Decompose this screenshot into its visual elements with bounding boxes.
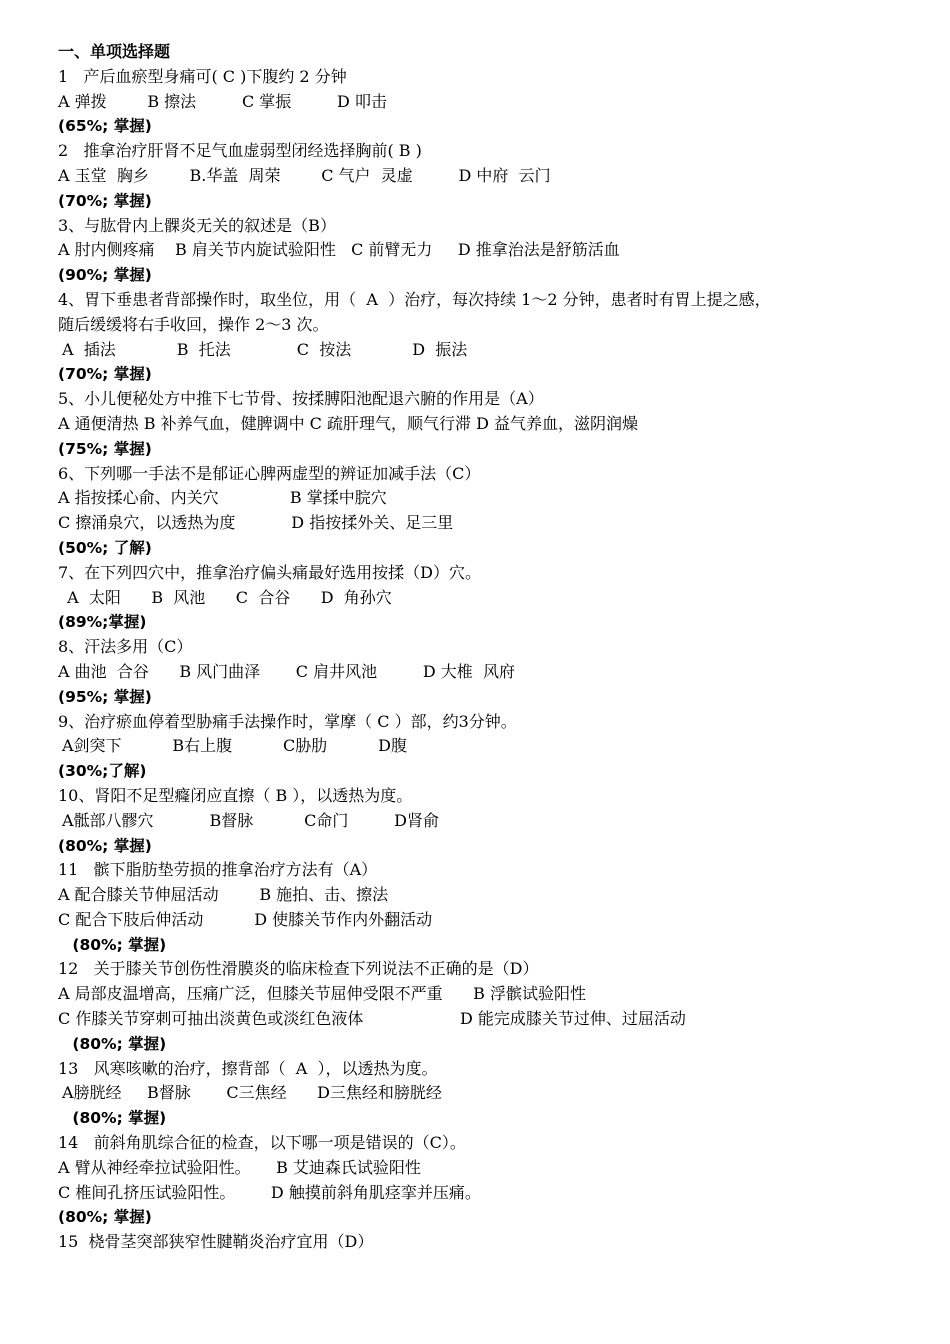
question-line: 2 推拿治疗肝肾不足气血虚弱型闭经选择胸前( B ) (58, 141, 422, 161)
options-line: C 椎间孔挤压试验阳性。 D 触摸前斜角肌痉挛并压痛。 (58, 1182, 481, 1202)
options-line: A 弹拨 B 擦法 C 掌振 D 叩击 (58, 91, 387, 111)
mastery-note: (80%; 掌握) (67, 935, 167, 954)
options-line: A 通便清热 B 补养气血，健脾调中 C 疏肝理气，顺气行滞 D 益气养血，滋阴润燥 (58, 413, 638, 433)
options-line: A 配合膝关节伸屈活动 B 施拍、击、擦法 (58, 885, 389, 905)
question-line: 15 桡骨茎突部狭窄性腱鞘炎治疗宜用（D） (58, 1232, 374, 1252)
question-list (58, 65, 918, 1255)
options-line: A 指按揉心俞、内关穴 B 掌揉中脘穴 (58, 488, 387, 508)
options-line: C 配合下肢后伸活动 D 使膝关节作内外翻活动 (58, 909, 433, 929)
question-line: 3、与肱骨内上髁炎无关的叙述是（B） (58, 215, 336, 235)
question-line: 14 前斜角肌综合征的检查，以下哪一项是错误的（C）。 (58, 1133, 466, 1153)
section-title: 一、单项选择题 (58, 42, 171, 61)
mastery-note: (65%; 掌握) (58, 117, 152, 136)
mastery-note: (90%; 掌握) (58, 266, 152, 285)
question-line: 5、小儿便秘处方中推下七节骨、按揉膊阳池配退六腑的作用是（A） (58, 389, 544, 409)
options-line: A膀胱经 B督脉 C三焦经 D三焦经和膀胱经 (62, 1083, 442, 1103)
options-line: A 玉堂 胸乡 B.华盖 周荣 C 气户 灵虚 D 中府 云门 (58, 165, 551, 185)
mastery-note: (95%; 掌握) (58, 687, 152, 706)
options-line: C 作膝关节穿刺可抽出淡黄色或淡红色液体 D 能完成膝关节过伸、过屈活动 (58, 1009, 686, 1029)
document-page (58, 40, 918, 1255)
options-line: A 局部皮温增高，压痛广泛，但膝关节屈伸受限不严重 B 浮髌试验阳性 (58, 984, 587, 1004)
mastery-note: (80%; 掌握) (67, 1034, 167, 1053)
options-line: A 臂从神经牵拉试验阳性。 B 艾迪森氏试验阳性 (58, 1157, 421, 1177)
question-line: 7、在下列四穴中，推拿治疗偏头痛最好选用按揉（D）穴。 (58, 562, 482, 582)
question-line: 9、治疗瘀血停着型胁痛手法操作时，掌摩（ C ）部，约3分钟。 (58, 711, 517, 731)
mastery-note: (70%; 掌握) (58, 191, 152, 210)
options-line: A 插法 B 托法 C 按法 D 振法 (62, 339, 468, 359)
question-line: 12 关于膝关节创伤性滑膜炎的临床检查下列说法不正确的是（D） (58, 959, 539, 979)
options-line: A骶部八髎穴 B督脉 C命门 D肾俞 (62, 810, 439, 830)
question-line: 11 髌下脂肪垫劳损的推拿治疗方法有（A） (58, 860, 378, 880)
options-line: A 曲池 合谷 B 风门曲泽 C 肩井风池 D 大椎 风府 (58, 661, 515, 681)
mastery-note: (89%;掌握) (58, 613, 147, 632)
mastery-note: (80%; 掌握) (58, 836, 152, 855)
question-line: 10、肾阳不足型癃闭应直擦（ B ），以透热为度。 (58, 785, 413, 805)
question-line: 4、胃下垂患者背部操作时，取坐位，用（ A ）治疗，每次持续 1～2 分钟，患者时有胃上提之感， (58, 289, 771, 309)
options-line: A 肘内侧疼痛 B 肩关节内旋试验阳性 C 前臂无力 D 推拿治法是舒筋活血 (58, 240, 620, 260)
mastery-note: (80%; 掌握) (67, 1109, 167, 1128)
question-line: 13 风寒咳嗽的治疗，擦背部（ A ），以透热为度。 (58, 1058, 438, 1078)
question-line: 随后缓缓将右手收回，操作 2～3 次。 (58, 314, 329, 334)
mastery-note: (75%; 掌握) (58, 439, 152, 458)
question-line: 1 产后血瘀型身痛可( C )下腹约 2 分钟 (58, 66, 347, 86)
mastery-note: (70%; 掌握) (58, 365, 152, 384)
mastery-note: (80%; 掌握) (58, 1208, 152, 1227)
options-line: A剑突下 B右上腹 C胁肋 D腹 (62, 736, 407, 756)
options-line: C 擦涌泉穴，以透热为度 D 指按揉外关、足三里 (58, 513, 454, 533)
question-line: 8、汗法多用（C） (58, 637, 193, 657)
options-line: A 太阳 B 风池 C 合谷 D 角孙穴 (62, 587, 392, 607)
mastery-note: (50%; 了解) (58, 538, 152, 557)
mastery-note: (30%;了解) (58, 762, 147, 781)
question-line: 6、下列哪一手法不是郁证心脾两虚型的辨证加减手法（C） (58, 463, 481, 483)
